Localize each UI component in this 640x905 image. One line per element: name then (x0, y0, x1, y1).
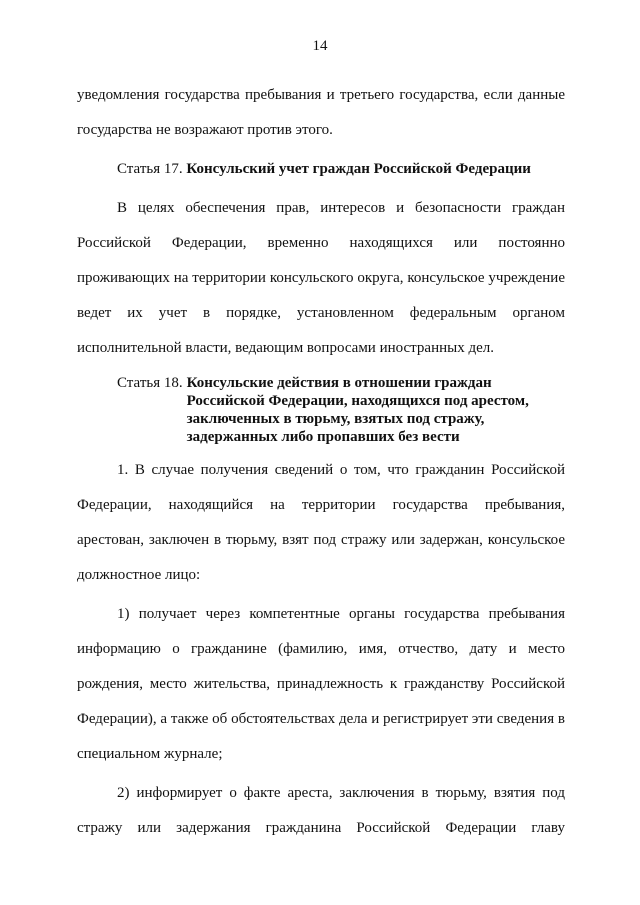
article-17-title: Консульский учет граждан Российской Федерации (186, 161, 531, 177)
article-18-heading (77, 374, 565, 446)
article-18-subpoint-2: 2) информирует о факте ареста, заключения в тюрьму, взятия под стражу или задержания гражданина Российской Федерации главу (77, 785, 565, 836)
paragraph-continuation: уведомления государства пребывания и третьего государства, если данные государства не возражают против этого. (77, 87, 565, 138)
article-17-label: Статья 17. (117, 161, 183, 177)
article-18-subpoint-1: 1) получает через компетентные органы государства пребывания информацию о гражданине (фамилию, имя, отчество, дату и место рождения, место жительства, принадлежность к гражданству Российской Федерации), а также об обстоятельствах дела и регистрирует эти сведения в специальном журнале; (77, 606, 565, 762)
article-18-point-1: 1. В случае получения сведений о том, что гражданин Российской Федерации, находящийся на территории государства пребывания, арестован, заключен в тюрьму, взят под стражу или задержан, консульское должностное лицо: (77, 462, 565, 583)
article-18-title-line: Консульские действия в отношении граждан (186, 375, 492, 391)
article-18-title (187, 374, 529, 446)
article-18-title-line: Российской Федерации, находящихся под арестом, (186, 393, 529, 409)
page-number: 14 (312, 38, 328, 54)
document-body (77, 78, 565, 846)
article-18-title-line: заключенных в тюрьму, взятых под стражу, (186, 411, 485, 427)
article-17-text: В целях обеспечения прав, интересов и безопасности граждан Российской Федерации, временно находящихся или постоянно проживающих на территории консульского округа, консульское учреждение ведет их учет в порядке, установленном федеральным органом исполнительной власти, ведающим вопросами иностранных дел. (77, 200, 565, 356)
article-18-label: Статья 18. (117, 375, 183, 391)
article-18-title-line: задержанных либо пропавших без вести (186, 429, 460, 445)
article-17-heading (77, 152, 565, 187)
